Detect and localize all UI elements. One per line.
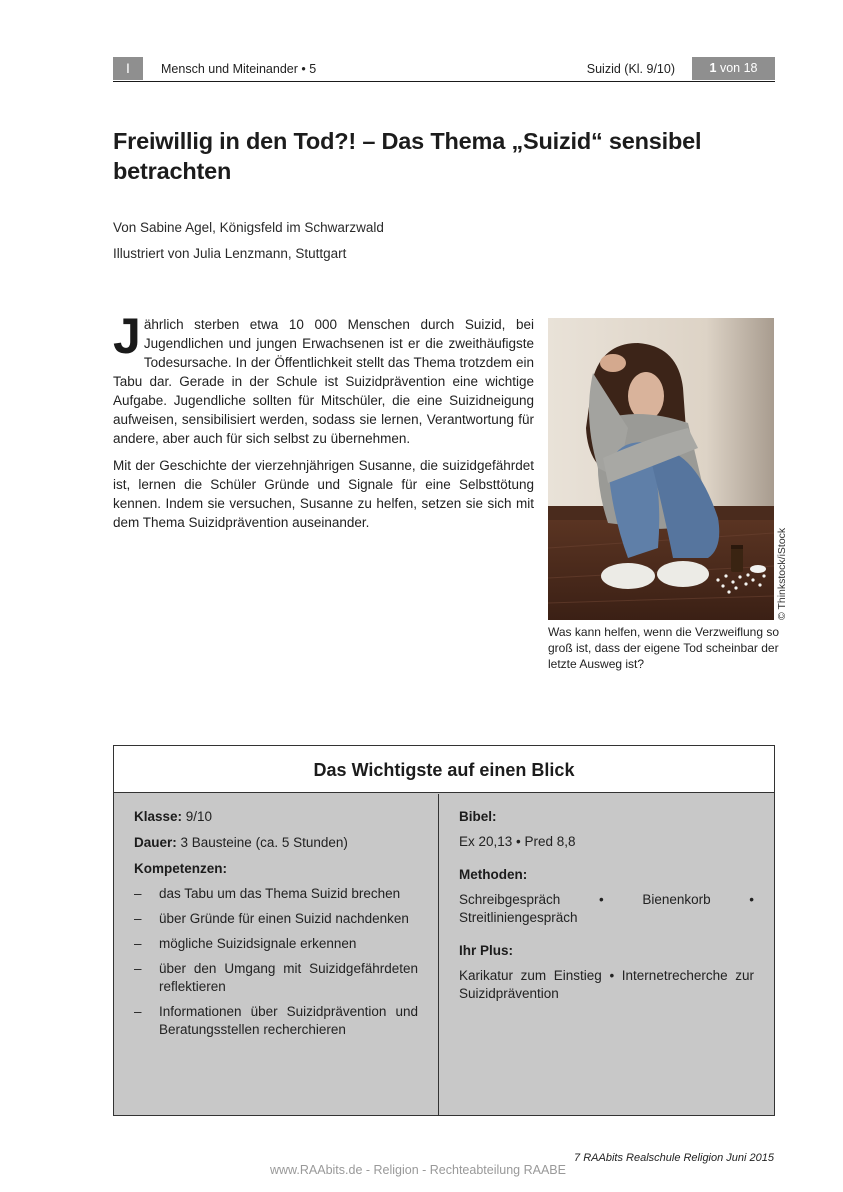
plus-value: Karikatur zum Einstieg • Internetrecherche zur Suizidprävention	[459, 968, 754, 1001]
page-current: 1	[709, 61, 717, 75]
topic-label: Suizid (Kl. 9/10)	[586, 62, 675, 76]
list-item-text: das Tabu um das Thema Suizid brechen	[159, 886, 401, 901]
illustrator-line: Illustriert von Julia Lenzmann, Stuttgart	[113, 246, 347, 261]
list-item-text: mögliche Suizidsignale erkennen	[159, 936, 357, 951]
running-header	[113, 57, 775, 82]
section-label: Mensch und Miteinander • 5	[161, 62, 317, 76]
klasse-label: Klasse:	[134, 809, 183, 824]
methoden-label: Methoden:	[459, 867, 528, 882]
dash-bullet: –	[134, 936, 142, 951]
bibel-value: Ex 20,13 • Pred 8,8	[459, 834, 576, 849]
author-line: Von Sabine Agel, Königsfeld im Schwarzwald	[113, 220, 384, 235]
overview-title: Das Wichtigste auf einen Blick	[114, 746, 774, 793]
list-item	[134, 910, 418, 928]
kompetenzen-list	[134, 885, 418, 1039]
kompetenzen-label: Kompetenzen:	[134, 861, 228, 876]
list-item	[134, 960, 418, 996]
dauer-label: Dauer:	[134, 835, 177, 850]
dash-bullet: –	[134, 911, 142, 926]
list-item	[134, 1003, 418, 1039]
dash-bullet: –	[134, 1004, 142, 1019]
page-indicator	[692, 57, 775, 80]
methoden-value: Schreibgespräch • Bienenkorb • Streitliniengespräch	[459, 892, 754, 925]
dash-bullet: –	[134, 961, 142, 976]
intro-paragraph-2: Mit der Geschichte der vierzehnjährigen Susanne, die suizidgefährdet ist, lernen die Schüler Gründe und Signale für eine Selbsttötung kennen. Indem sie versuchen, Susanne zu helfen, setzen sie sich mit dem Thema Suizidprävention auseinander.	[113, 458, 534, 530]
plus-label: Ihr Plus:	[459, 943, 514, 958]
overview-box	[113, 745, 775, 1116]
dauer-field	[134, 834, 418, 852]
dash-bullet: –	[134, 886, 142, 901]
intro-paragraph-1	[113, 308, 534, 448]
watermark-url: www.RAAbits.de - Religion - Rechteabteilung RAABE	[270, 1163, 566, 1177]
overview-right-column	[439, 794, 774, 1115]
list-item	[134, 935, 418, 953]
photo-credit: © Thinkstock/iStock	[776, 527, 788, 620]
list-item	[134, 885, 418, 903]
page-total: von 18	[716, 61, 758, 75]
photo-caption: Was kann helfen, wenn die Verzweiflung so groß ist, dass der eigene Tod scheinbar der letzte Ausweg ist?	[548, 625, 780, 671]
intro-text	[113, 308, 534, 540]
section-block: I	[113, 57, 143, 80]
list-item-text: über Gründe für einen Suizid nachdenken	[159, 911, 409, 926]
page-title: Freiwillig in den Tod?! – Das Thema „Suizid“ sensibel betrachten	[113, 128, 702, 184]
issue-footer: 7 RAAbits Realschule Religion Juni 2015	[574, 1152, 774, 1164]
list-item-text: Informationen über Suizidprävention und Beratungsstellen recherchieren	[159, 1004, 418, 1037]
klasse-value: 9/10	[182, 809, 213, 824]
dauer-value: 3 Bausteine (ca. 5 Stunden)	[176, 835, 348, 850]
intro-paragraph-1-text: ährlich sterben etwa 10 000 Menschen durch Suizid, bei Jugendlichen und jungen Erwachsenen ist er die zweithäufigste Todesursache. In der Öffentlichkeit stellt das Thema trotzdem ein Tabu dar. Gerade in der Schule ist Suizidprävention eine wichtige Aufgabe. Jugendliche sollten für Mitschüler, die eine Suizidneigung aufweisen, sensibilisiert werden, sodass sie lernen, Verantwortung für andere, aber auch für sich selbst zu übernehmen.	[113, 317, 534, 446]
photo-sad-girl	[548, 318, 774, 620]
list-item-text: über den Umgang mit Suizidgefährdeten reflektieren	[159, 961, 418, 994]
drop-cap: J	[113, 308, 141, 364]
overview-left-column	[114, 794, 439, 1115]
bibel-label: Bibel:	[459, 809, 497, 824]
photo-illustration	[548, 318, 774, 620]
klasse-field	[134, 808, 418, 826]
